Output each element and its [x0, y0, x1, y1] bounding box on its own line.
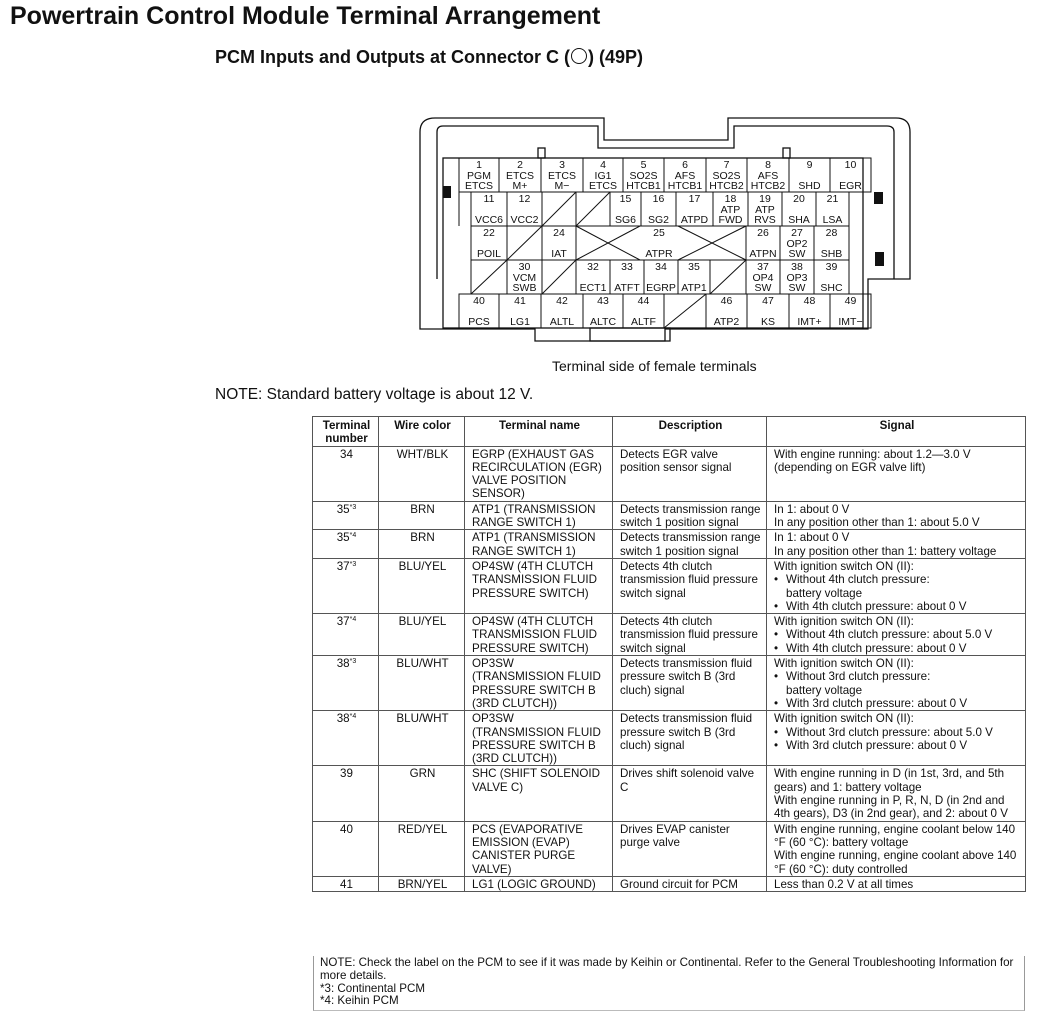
- terminal-15-number: 15: [619, 193, 632, 205]
- wire-color-cell: BLU/YEL: [379, 558, 465, 613]
- wire-color-cell: WHT/BLK: [379, 446, 465, 501]
- terminal-number-cell: [313, 446, 379, 501]
- terminal-48-number: 48: [803, 295, 816, 307]
- latch-mark-right: [874, 192, 883, 204]
- terminal-28-label: SHB: [820, 248, 843, 260]
- signal-line: With ignition switch ON (II):: [774, 657, 914, 671]
- terminal-4-label-top: IG1: [594, 170, 612, 182]
- terminal-5-number: 5: [640, 159, 647, 171]
- table-row: [313, 530, 1026, 559]
- terminal-30-label: SWB: [512, 282, 537, 294]
- terminal-8-number: 8: [765, 159, 771, 171]
- terminal-35-label: ATP1: [681, 282, 707, 294]
- terminal-8-label: HTCB2: [750, 180, 786, 192]
- terminal-20-label: SHA: [788, 214, 810, 226]
- terminal-19-label: RVS: [754, 214, 776, 226]
- terminal-number-cell: [313, 614, 379, 656]
- subtitle-text-end: ) (49P): [587, 47, 643, 67]
- header-terminal-name: Terminal name: [465, 417, 613, 447]
- terminal-number: 37: [336, 559, 350, 573]
- terminal-19-number: 19: [759, 193, 771, 205]
- terminal-20-number: 20: [793, 193, 805, 205]
- table-row: [313, 656, 1026, 711]
- terminal-number-cell: [313, 558, 379, 613]
- signal-line: • With 4th clutch pressure: about 0 V: [774, 642, 1020, 655]
- blank-cavity: [471, 260, 507, 294]
- terminal-19-label-top: ATP: [755, 204, 775, 216]
- wire-color-cell: BRN/YEL: [379, 876, 465, 891]
- description-cell: Detects 4th clutch transmission fluid pressure switch signal: [613, 614, 767, 656]
- terminal-21-label: LSA: [822, 214, 843, 226]
- blank-cavity: [710, 260, 746, 294]
- table-row: [313, 876, 1026, 891]
- pcm-footnote-ref: *4: [349, 616, 357, 624]
- terminal-39-number: 39: [825, 261, 838, 273]
- terminal-26-label: ATPN: [749, 248, 777, 260]
- signal-line: • Without 3rd clutch pressure:: [774, 670, 1020, 683]
- terminal-12-label: VCC2: [510, 214, 539, 226]
- description-cell: Detects transmission fluid pressure switch B (3rd cluch) signal: [613, 656, 767, 711]
- signal-line: With engine running in D (in 1st, 3rd, and 5th gears) and 1: battery voltage: [774, 767, 1005, 794]
- terminal-37-number: 37: [757, 261, 769, 273]
- terminal-30-number: 30: [518, 261, 531, 273]
- terminal-34-label: EGRP: [646, 282, 676, 294]
- terminal-number-cell: [313, 501, 379, 530]
- terminal-27-label: SW: [788, 248, 806, 260]
- terminal-44-number: 44: [637, 295, 650, 307]
- wire-color-cell: BRN: [379, 530, 465, 559]
- description-cell: Detects transmission fluid pressure switch B (3rd cluch) signal: [613, 711, 767, 766]
- table-header-row: [313, 417, 1026, 447]
- table-row: [313, 558, 1026, 613]
- terminal-33-number: 33: [621, 261, 633, 273]
- table-row: [313, 821, 1026, 876]
- signal-cell: [767, 821, 1026, 876]
- terminal-5-label-top: SO2S: [629, 170, 658, 182]
- terminal-5-label: HTCB1: [626, 180, 661, 192]
- description-cell: Drives EVAP canister purge valve: [613, 821, 767, 876]
- terminal-name-cell: PCS (EVAPORATIVE EMISSION (EVAP) CANISTER PURGE VALVE): [465, 821, 613, 876]
- terminal-42-number: 42: [556, 295, 568, 307]
- terminal-number: 38: [336, 712, 350, 726]
- signal-cell: [767, 501, 1026, 530]
- terminal-10-label: EGR: [839, 180, 862, 192]
- terminal-number-cell: [313, 530, 379, 559]
- pcm-footnote-ref: *4: [349, 713, 357, 721]
- terminal-table: [312, 416, 1026, 892]
- table-row: [313, 766, 1026, 821]
- terminal-number: 37: [336, 615, 350, 629]
- terminal-number-cell: [313, 711, 379, 766]
- terminal-39-label: SHC: [820, 282, 843, 294]
- latch-mark-right-lower: [875, 252, 884, 266]
- terminal-25-number: 25: [653, 227, 665, 239]
- terminal-7-label-top: SO2S: [712, 170, 741, 182]
- terminal-21-number: 21: [826, 193, 839, 205]
- terminal-38-label: SW: [788, 282, 806, 294]
- footnote-box: [313, 956, 1025, 1011]
- wire-color-cell: BLU/WHT: [379, 656, 465, 711]
- terminal-38-number: 38: [791, 261, 803, 273]
- terminal-16-label: SG2: [647, 214, 670, 226]
- terminal-25-label: ATPR: [645, 248, 673, 260]
- wire-color-cell: RED/YEL: [379, 821, 465, 876]
- terminal-17-number: 17: [688, 193, 701, 205]
- signal-line: In 1: about 0 V: [774, 502, 850, 516]
- signal-cell: [767, 446, 1026, 501]
- terminal-47-label: KS: [760, 316, 776, 328]
- terminal-9-label: SHD: [798, 180, 821, 192]
- terminal-38-label-top: OP3: [786, 272, 808, 284]
- pcm-footnote-ref: *3: [349, 503, 357, 511]
- signal-line: Less than 0.2 V at all times: [774, 877, 914, 891]
- terminal-49-label: IMT−: [838, 316, 863, 328]
- terminal-6-label: HTCB1: [667, 180, 703, 192]
- terminal-37-label: SW: [754, 282, 772, 294]
- terminal-number-cell: [313, 876, 379, 891]
- terminal-18-number: 18: [724, 193, 737, 205]
- terminal-48-label: IMT+: [797, 316, 822, 328]
- signal-line: In any position other than 1: battery voltage: [774, 544, 997, 558]
- footnote-continental: *3: Continental PCM: [320, 981, 426, 995]
- terminal-32-label: ECT1: [579, 282, 607, 294]
- description-cell: Ground circuit for PCM: [613, 876, 767, 891]
- terminal-number: 41: [340, 877, 353, 891]
- terminal-43-label: ALTC: [589, 316, 617, 328]
- subtitle-text: PCM Inputs and Outputs at Connector C (: [215, 47, 570, 67]
- terminal-6-label-top: AFS: [674, 170, 696, 182]
- terminal-number-cell: [313, 821, 379, 876]
- signal-cell: [767, 614, 1026, 656]
- signal-line: With ignition switch ON (II):: [774, 559, 914, 573]
- terminal-47-number: 47: [762, 295, 774, 307]
- terminal-12-number: 12: [518, 193, 531, 205]
- terminal-3-label: M−: [554, 180, 570, 192]
- pcm-footnote-ref: *3: [349, 560, 357, 568]
- terminal-number: 34: [340, 447, 353, 461]
- terminal-46-number: 46: [720, 295, 733, 307]
- terminal-6-number: 6: [682, 159, 688, 171]
- terminal-8-label-top: AFS: [757, 170, 779, 182]
- terminal-32-number: 32: [587, 261, 599, 273]
- terminal-1-number: 1: [476, 159, 482, 171]
- terminal-name-cell: LG1 (LOGIC GROUND): [465, 876, 613, 891]
- signal-cell: [767, 656, 1026, 711]
- terminal-1-label-top: PGM: [467, 170, 491, 182]
- battery-voltage-note: NOTE: Standard battery voltage is about 12 V.: [215, 386, 534, 403]
- terminal-26-number: 26: [757, 227, 769, 239]
- terminal-43-number: 43: [597, 295, 609, 307]
- terminal-name-cell: OP3SW (TRANSMISSION FLUID PRESSURE SWITCH B (3RD CLUTCH)): [465, 656, 613, 711]
- signal-line: With ignition switch ON (II):: [774, 712, 914, 726]
- terminal-22-label: POIL: [477, 248, 501, 260]
- diagram-caption: Terminal side of female terminals: [552, 358, 757, 374]
- wire-color-cell: BRN: [379, 501, 465, 530]
- blank-cavity: [542, 260, 576, 294]
- table-row: [313, 711, 1026, 766]
- terminal-4-number: 4: [600, 159, 606, 171]
- signal-line: battery voltage: [786, 586, 863, 600]
- signal-line: (depending on EGR valve lift): [774, 460, 926, 474]
- terminal-11-number: 11: [483, 193, 495, 205]
- terminal-name-cell: OP3SW (TRANSMISSION FLUID PRESSURE SWITCH B (3RD CLUTCH)): [465, 711, 613, 766]
- terminal-22-number: 22: [483, 227, 495, 239]
- terminal-number-cell: [313, 656, 379, 711]
- latch-mark-left: [443, 186, 451, 198]
- signal-line: • Without 4th clutch pressure: about 5.0 V: [774, 628, 1020, 641]
- terminal-name-cell: ATP1 (TRANSMISSION RANGE SWITCH 1): [465, 530, 613, 559]
- terminal-10-number: 10: [844, 159, 857, 171]
- terminal-15-label: SG6: [614, 214, 637, 226]
- terminal-4-label: ETCS: [588, 180, 618, 192]
- terminal-3-number: 3: [559, 159, 565, 171]
- signal-cell: [767, 876, 1026, 891]
- terminal-41-number: 41: [514, 295, 526, 307]
- terminal-44-label: ALTF: [631, 316, 656, 328]
- terminal-24-label: IAT: [551, 248, 567, 260]
- terminal-28-number: 28: [825, 227, 838, 239]
- signal-line: • With 3rd clutch pressure: about 0 V: [774, 697, 1020, 710]
- terminal-number: 35: [336, 502, 350, 516]
- terminal-18-label-top: ATP: [720, 204, 741, 216]
- signal-cell: [767, 558, 1026, 613]
- description-cell: Detects EGR valve position sensor signal: [613, 446, 767, 501]
- terminal-18-label: FWD: [718, 214, 743, 226]
- pcm-footnote-ref: *3: [349, 658, 357, 666]
- terminal-41-label: LG1: [510, 316, 530, 328]
- blank-cavity: [664, 294, 706, 328]
- blank-cavity: [507, 226, 542, 260]
- terminal-1-label: ETCS: [464, 180, 494, 192]
- terminal-16-number: 16: [652, 193, 665, 205]
- signal-line: In any position other than 1: about 5.0 V: [774, 516, 980, 530]
- terminal-40-label: PCS: [468, 316, 490, 328]
- terminal-37-label-top: OP4: [752, 272, 774, 284]
- signal-line: With engine running: about 1.2—3.0 V: [774, 447, 971, 461]
- signal-line: In 1: about 0 V: [774, 531, 850, 545]
- footnote-note: NOTE: Check the label on the PCM to see if it was made by Keihin or Continental. Refer to the General Troubleshooting Information for more details.: [320, 956, 1014, 982]
- terminal-name-cell: OP4SW (4TH CLUTCH TRANSMISSION FLUID PRESSURE SWITCH): [465, 614, 613, 656]
- signal-line: With engine running in P, R, N, D (in 2nd and 4th gears), D3 (in 2nd gear), and 2: about 0 V: [774, 794, 1008, 821]
- terminal-2-label: M+: [512, 180, 528, 192]
- header-wire-color: Wire color: [379, 417, 465, 447]
- description-cell: Drives shift solenoid valve C: [613, 766, 767, 821]
- pcm-footnote-ref: *4: [349, 532, 357, 540]
- terminal-49-number: 49: [844, 295, 857, 307]
- terminal-33-label: ATFT: [614, 282, 640, 294]
- table-row: [313, 446, 1026, 501]
- wire-color-cell: BLU/YEL: [379, 614, 465, 656]
- signal-cell: [767, 766, 1026, 821]
- terminal-11-label: VCC6: [474, 214, 504, 226]
- terminal-7-label: HTCB2: [709, 180, 744, 192]
- header-terminal-number: Terminal number: [313, 417, 379, 447]
- header-signal: Signal: [767, 417, 1026, 447]
- terminal-number: 38: [336, 657, 350, 671]
- signal-line: • With 4th clutch pressure: about 0 V: [774, 600, 1020, 613]
- terminal-40-number: 40: [473, 295, 485, 307]
- terminal-2-label-top: ETCS: [505, 170, 535, 182]
- signal-cell: [767, 530, 1026, 559]
- signal-line: • Without 3rd clutch pressure: about 5.0 V: [774, 726, 1020, 739]
- wire-color-cell: GRN: [379, 766, 465, 821]
- blank-cavity: [576, 192, 610, 226]
- terminal-35-number: 35: [688, 261, 700, 273]
- terminal-name-cell: ATP1 (TRANSMISSION RANGE SWITCH 1): [465, 501, 613, 530]
- terminal-number: 35: [336, 531, 350, 545]
- signal-line: battery voltage: [786, 683, 863, 697]
- signal-line: • With 3rd clutch pressure: about 0 V: [774, 739, 1020, 752]
- signal-line: With engine running, engine coolant below 140 °F (60 °C): battery voltage: [774, 822, 1016, 849]
- terminal-3-label-top: ETCS: [547, 170, 577, 182]
- terminal-17-label: ATPD: [680, 214, 709, 226]
- blank-cavity: [542, 192, 576, 226]
- description-cell: Detects transmission range switch 1 position signal: [613, 501, 767, 530]
- wire-color-cell: BLU/WHT: [379, 711, 465, 766]
- terminal-42-label: ALTL: [549, 316, 575, 328]
- terminal-34-number: 34: [655, 261, 667, 273]
- terminal-2-number: 2: [517, 159, 523, 171]
- signal-line: With ignition switch ON (II):: [774, 615, 914, 629]
- terminal-7-number: 7: [723, 159, 730, 171]
- terminal-27-label-top: OP2: [786, 238, 808, 250]
- terminal-name-cell: OP4SW (4TH CLUTCH TRANSMISSION FLUID PRESSURE SWITCH): [465, 558, 613, 613]
- terminal-30-label-top: VCM: [512, 272, 537, 284]
- terminal-number: 40: [340, 822, 353, 836]
- page-title: Powertrain Control Module Terminal Arrangement: [10, 2, 601, 30]
- terminal-name-cell: SHC (SHIFT SOLENOID VALVE C): [465, 766, 613, 821]
- terminal-46-label: ATP2: [713, 316, 740, 328]
- connector-diagram: [0, 0, 1038, 350]
- header-description: Description: [613, 417, 767, 447]
- signal-line: • Without 4th clutch pressure:: [774, 573, 1020, 586]
- signal-cell: [767, 711, 1026, 766]
- terminal-9-number: 9: [806, 159, 813, 171]
- table-row: [313, 614, 1026, 656]
- terminal-number-cell: [313, 766, 379, 821]
- terminal-27-number: 27: [791, 227, 803, 239]
- signal-line: With engine running, engine coolant above 140 °F (60 °C): duty controlled: [774, 849, 1017, 876]
- table-row: [313, 501, 1026, 530]
- terminal-number: 39: [340, 767, 353, 781]
- description-cell: Detects 4th clutch transmission fluid pressure switch signal: [613, 558, 767, 613]
- terminal-name-cell: EGRP (EXHAUST GAS RECIRCULATION (EGR) VALVE POSITION SENSOR): [465, 446, 613, 501]
- terminal-24-number: 24: [553, 227, 565, 239]
- description-cell: Detects transmission range switch 1 position signal: [613, 530, 767, 559]
- footnote-keihin: *4: Keihin PCM: [320, 994, 399, 1008]
